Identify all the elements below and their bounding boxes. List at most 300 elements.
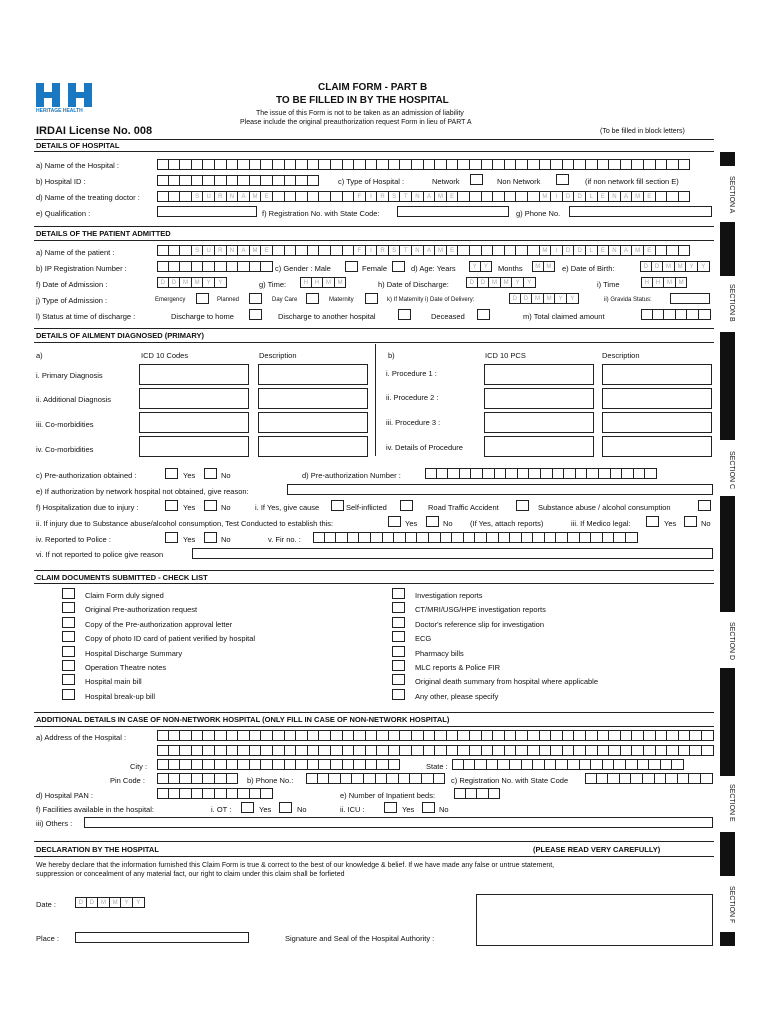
doctor-name-input[interactable] <box>157 191 690 202</box>
char-cell[interactable] <box>563 730 575 741</box>
char-cell[interactable]: E <box>644 191 656 202</box>
char-cell[interactable]: E <box>598 245 610 256</box>
char-cell[interactable] <box>458 191 470 202</box>
char-cell[interactable] <box>641 309 653 320</box>
char-cell[interactable]: S <box>389 191 401 202</box>
char-cell[interactable] <box>667 191 679 202</box>
char-cell[interactable] <box>215 759 227 770</box>
char-cell[interactable] <box>689 773 701 784</box>
char-cell[interactable] <box>306 773 318 784</box>
char-cell[interactable]: E <box>447 245 459 256</box>
char-cell[interactable]: M <box>675 261 687 272</box>
char-cell[interactable] <box>157 175 169 186</box>
char-cell[interactable] <box>203 261 215 272</box>
char-cell[interactable] <box>475 532 487 543</box>
char-cell[interactable] <box>169 245 181 256</box>
char-cell[interactable] <box>656 191 668 202</box>
char-cell[interactable] <box>180 245 192 256</box>
char-cell[interactable] <box>273 730 285 741</box>
char-cell[interactable] <box>215 773 227 784</box>
char-cell[interactable] <box>429 532 441 543</box>
char-cell[interactable] <box>702 730 714 741</box>
char-cell[interactable]: E <box>598 191 610 202</box>
char-cell[interactable] <box>699 309 711 320</box>
char-cell[interactable]: M <box>180 277 192 288</box>
icu-yes-checkbox[interactable] <box>384 802 397 813</box>
char-cell[interactable]: M <box>435 245 447 256</box>
ip-reg-input[interactable] <box>157 261 273 272</box>
char-cell[interactable]: H <box>641 277 653 288</box>
char-cell[interactable]: A <box>424 245 436 256</box>
delivery-date-input[interactable] <box>509 293 579 304</box>
char-cell[interactable] <box>215 730 227 741</box>
char-cell[interactable] <box>157 245 169 256</box>
char-cell[interactable]: T <box>400 191 412 202</box>
document-checkbox[interactable] <box>392 588 405 599</box>
char-cell[interactable] <box>656 245 668 256</box>
char-cell[interactable]: M <box>532 293 544 304</box>
char-cell[interactable]: U <box>203 245 215 256</box>
char-cell[interactable]: M <box>250 245 262 256</box>
char-cell[interactable] <box>644 159 656 170</box>
char-cell[interactable] <box>169 175 181 186</box>
char-cell[interactable] <box>556 759 568 770</box>
not-reported-input[interactable] <box>192 548 713 559</box>
char-cell[interactable] <box>227 175 239 186</box>
char-cell[interactable] <box>203 730 215 741</box>
char-cell[interactable] <box>261 175 273 186</box>
char-cell[interactable]: M <box>110 897 122 908</box>
preauth-number-input[interactable] <box>425 468 657 479</box>
char-cell[interactable] <box>690 745 702 756</box>
char-cell[interactable] <box>551 745 563 756</box>
char-cell[interactable]: D <box>509 293 521 304</box>
char-cell[interactable]: R <box>377 245 389 256</box>
char-cell[interactable] <box>215 159 227 170</box>
test-no-checkbox[interactable] <box>426 516 439 527</box>
char-cell[interactable] <box>180 745 192 756</box>
char-cell[interactable] <box>359 532 371 543</box>
char-cell[interactable]: M <box>663 261 675 272</box>
char-cell[interactable] <box>422 773 434 784</box>
char-cell[interactable]: I <box>366 245 378 256</box>
char-cell[interactable] <box>238 159 250 170</box>
char-cell[interactable] <box>656 730 668 741</box>
char-cell[interactable] <box>586 730 598 741</box>
char-cell[interactable] <box>424 745 436 756</box>
document-checkbox[interactable] <box>392 617 405 628</box>
char-cell[interactable] <box>591 532 603 543</box>
char-cell[interactable] <box>319 745 331 756</box>
char-cell[interactable]: D <box>640 261 652 272</box>
char-cell[interactable] <box>576 468 588 479</box>
char-cell[interactable] <box>498 759 510 770</box>
char-cell[interactable] <box>495 468 507 479</box>
char-cell[interactable] <box>487 759 499 770</box>
document-checkbox[interactable] <box>392 602 405 613</box>
hospital-phone-input[interactable] <box>306 773 445 784</box>
char-cell[interactable] <box>238 261 250 272</box>
char-cell[interactable] <box>621 730 633 741</box>
char-cell[interactable] <box>475 759 487 770</box>
char-cell[interactable]: A <box>621 191 633 202</box>
char-cell[interactable] <box>410 773 422 784</box>
icd10pcs-input[interactable] <box>484 436 594 457</box>
char-cell[interactable] <box>192 730 204 741</box>
char-cell[interactable] <box>702 745 714 756</box>
char-cell[interactable] <box>261 788 273 799</box>
char-cell[interactable] <box>505 159 517 170</box>
char-cell[interactable] <box>516 159 528 170</box>
char-cell[interactable] <box>679 191 691 202</box>
char-cell[interactable] <box>261 261 273 272</box>
char-cell[interactable] <box>285 759 297 770</box>
char-cell[interactable]: D <box>521 293 533 304</box>
char-cell[interactable] <box>516 245 528 256</box>
char-cell[interactable] <box>376 773 388 784</box>
procedure-description-input[interactable] <box>602 388 712 409</box>
char-cell[interactable] <box>586 745 598 756</box>
char-cell[interactable] <box>626 532 638 543</box>
char-cell[interactable] <box>203 745 215 756</box>
document-checkbox[interactable] <box>62 674 75 685</box>
char-cell[interactable] <box>400 745 412 756</box>
char-cell[interactable] <box>540 745 552 756</box>
char-cell[interactable] <box>454 788 466 799</box>
age-years-input[interactable] <box>469 261 492 272</box>
char-cell[interactable]: M <box>489 277 501 288</box>
char-cell[interactable] <box>192 159 204 170</box>
char-cell[interactable] <box>366 730 378 741</box>
char-cell[interactable] <box>470 191 482 202</box>
patient-name-input[interactable] <box>157 245 690 256</box>
char-cell[interactable] <box>621 159 633 170</box>
char-cell[interactable] <box>620 773 632 784</box>
char-cell[interactable] <box>389 745 401 756</box>
char-cell[interactable] <box>180 191 192 202</box>
char-cell[interactable] <box>238 788 250 799</box>
char-cell[interactable] <box>434 773 446 784</box>
document-checkbox[interactable] <box>392 646 405 657</box>
char-cell[interactable] <box>412 159 424 170</box>
char-cell[interactable]: E <box>447 191 459 202</box>
char-cell[interactable] <box>580 759 592 770</box>
char-cell[interactable] <box>296 759 308 770</box>
char-cell[interactable] <box>425 468 437 479</box>
char-cell[interactable] <box>540 730 552 741</box>
char-cell[interactable] <box>238 175 250 186</box>
char-cell[interactable] <box>336 532 348 543</box>
char-cell[interactable] <box>656 159 668 170</box>
char-cell[interactable] <box>470 245 482 256</box>
place-input[interactable] <box>75 932 249 943</box>
char-cell[interactable] <box>470 730 482 741</box>
document-checkbox[interactable] <box>392 660 405 671</box>
age-months-input[interactable] <box>532 261 555 272</box>
char-cell[interactable] <box>464 532 476 543</box>
char-cell[interactable] <box>203 159 215 170</box>
char-cell[interactable]: R <box>215 191 227 202</box>
char-cell[interactable] <box>645 468 657 479</box>
char-cell[interactable] <box>477 788 489 799</box>
char-cell[interactable] <box>482 245 494 256</box>
total-amount-input[interactable] <box>641 309 711 320</box>
icd10pcs-input[interactable] <box>484 388 594 409</box>
char-cell[interactable] <box>285 191 297 202</box>
char-cell[interactable] <box>643 773 655 784</box>
beds-input[interactable] <box>454 788 500 799</box>
char-cell[interactable] <box>424 730 436 741</box>
char-cell[interactable] <box>296 245 308 256</box>
char-cell[interactable] <box>192 788 204 799</box>
char-cell[interactable] <box>483 468 495 479</box>
char-cell[interactable] <box>458 159 470 170</box>
char-cell[interactable]: Y <box>469 261 481 272</box>
char-cell[interactable] <box>366 745 378 756</box>
char-cell[interactable] <box>435 745 447 756</box>
char-cell[interactable]: Y <box>215 277 227 288</box>
char-cell[interactable] <box>203 175 215 186</box>
char-cell[interactable] <box>296 191 308 202</box>
char-cell[interactable] <box>464 759 476 770</box>
char-cell[interactable]: M <box>632 191 644 202</box>
char-cell[interactable] <box>470 745 482 756</box>
char-cell[interactable] <box>540 159 552 170</box>
char-cell[interactable] <box>574 745 586 756</box>
char-cell[interactable] <box>482 730 494 741</box>
char-cell[interactable] <box>638 759 650 770</box>
char-cell[interactable] <box>319 159 331 170</box>
char-cell[interactable] <box>666 773 678 784</box>
char-cell[interactable] <box>331 159 343 170</box>
procedure-description-input[interactable] <box>602 364 712 385</box>
char-cell[interactable] <box>679 730 691 741</box>
admission-date-input[interactable] <box>157 277 227 288</box>
icd10pcs-input[interactable] <box>484 364 594 385</box>
char-cell[interactable] <box>551 159 563 170</box>
char-cell[interactable]: H <box>300 277 312 288</box>
char-cell[interactable] <box>634 468 646 479</box>
char-cell[interactable] <box>227 261 239 272</box>
city-input[interactable] <box>157 759 400 770</box>
road-accident-checkbox[interactable] <box>516 500 529 511</box>
test-yes-checkbox[interactable] <box>388 516 401 527</box>
char-cell[interactable] <box>192 773 204 784</box>
char-cell[interactable] <box>667 730 679 741</box>
char-cell[interactable] <box>528 159 540 170</box>
char-cell[interactable] <box>238 730 250 741</box>
day-care-checkbox[interactable] <box>306 293 319 304</box>
char-cell[interactable] <box>482 745 494 756</box>
char-cell[interactable] <box>679 159 691 170</box>
qualification-input[interactable] <box>157 206 257 217</box>
declaration-date-input[interactable] <box>75 897 145 908</box>
char-cell[interactable] <box>215 175 227 186</box>
char-cell[interactable] <box>331 759 343 770</box>
char-cell[interactable] <box>308 245 320 256</box>
char-cell[interactable] <box>354 159 366 170</box>
char-cell[interactable] <box>518 468 530 479</box>
reason-input[interactable] <box>287 484 713 495</box>
char-cell[interactable] <box>679 245 691 256</box>
char-cell[interactable] <box>227 159 239 170</box>
char-cell[interactable]: S <box>389 245 401 256</box>
char-cell[interactable] <box>157 773 169 784</box>
icd10pcs-input[interactable] <box>484 412 594 433</box>
char-cell[interactable] <box>371 532 383 543</box>
char-cell[interactable] <box>203 759 215 770</box>
char-cell[interactable] <box>603 532 615 543</box>
char-cell[interactable] <box>608 773 620 784</box>
char-cell[interactable] <box>169 159 181 170</box>
char-cell[interactable] <box>585 773 597 784</box>
char-cell[interactable]: D <box>478 277 490 288</box>
char-cell[interactable] <box>447 745 459 756</box>
char-cell[interactable] <box>308 191 320 202</box>
char-cell[interactable] <box>505 745 517 756</box>
char-cell[interactable]: L <box>586 245 598 256</box>
char-cell[interactable] <box>551 730 563 741</box>
char-cell[interactable] <box>238 745 250 756</box>
char-cell[interactable] <box>250 759 262 770</box>
char-cell[interactable] <box>553 468 565 479</box>
char-cell[interactable] <box>169 745 181 756</box>
registration-input[interactable] <box>397 206 509 217</box>
char-cell[interactable] <box>308 759 320 770</box>
non-network-checkbox[interactable] <box>556 174 569 185</box>
char-cell[interactable] <box>609 730 621 741</box>
char-cell[interactable]: D <box>157 277 169 288</box>
char-cell[interactable] <box>348 532 360 543</box>
char-cell[interactable] <box>516 730 528 741</box>
char-cell[interactable] <box>460 468 472 479</box>
char-cell[interactable] <box>470 159 482 170</box>
char-cell[interactable] <box>273 759 285 770</box>
char-cell[interactable] <box>563 159 575 170</box>
char-cell[interactable] <box>313 532 325 543</box>
char-cell[interactable] <box>227 745 239 756</box>
char-cell[interactable] <box>417 532 429 543</box>
char-cell[interactable]: I <box>551 245 563 256</box>
char-cell[interactable] <box>180 759 192 770</box>
char-cell[interactable] <box>215 788 227 799</box>
char-cell[interactable]: Y <box>555 293 567 304</box>
char-cell[interactable] <box>528 745 540 756</box>
char-cell[interactable] <box>656 745 668 756</box>
char-cell[interactable]: Y <box>524 277 536 288</box>
document-checkbox[interactable] <box>62 617 75 628</box>
char-cell[interactable] <box>649 759 661 770</box>
injury-yes-checkbox[interactable] <box>165 500 178 511</box>
char-cell[interactable] <box>325 532 337 543</box>
char-cell[interactable] <box>296 745 308 756</box>
char-cell[interactable] <box>387 773 399 784</box>
char-cell[interactable] <box>296 730 308 741</box>
char-cell[interactable] <box>273 745 285 756</box>
char-cell[interactable] <box>672 759 684 770</box>
char-cell[interactable] <box>482 191 494 202</box>
phone-input[interactable] <box>569 206 712 217</box>
planned-checkbox[interactable] <box>249 293 262 304</box>
char-cell[interactable] <box>366 159 378 170</box>
ot-yes-checkbox[interactable] <box>241 802 254 813</box>
char-cell[interactable] <box>296 159 308 170</box>
char-cell[interactable] <box>505 730 517 741</box>
char-cell[interactable] <box>528 245 540 256</box>
char-cell[interactable] <box>250 261 262 272</box>
char-cell[interactable]: N <box>227 245 239 256</box>
char-cell[interactable] <box>308 730 320 741</box>
char-cell[interactable] <box>227 759 239 770</box>
medico-no-checkbox[interactable] <box>684 516 697 527</box>
char-cell[interactable] <box>157 730 169 741</box>
char-cell[interactable] <box>545 532 557 543</box>
char-cell[interactable] <box>343 245 355 256</box>
document-checkbox[interactable] <box>62 646 75 657</box>
char-cell[interactable]: M <box>98 897 110 908</box>
char-cell[interactable] <box>273 159 285 170</box>
char-cell[interactable]: Y <box>686 261 698 272</box>
char-cell[interactable]: R <box>377 191 389 202</box>
char-cell[interactable] <box>227 788 239 799</box>
char-cell[interactable] <box>157 159 169 170</box>
char-cell[interactable] <box>285 159 297 170</box>
char-cell[interactable] <box>631 773 643 784</box>
char-cell[interactable] <box>452 532 464 543</box>
char-cell[interactable] <box>238 759 250 770</box>
char-cell[interactable] <box>377 759 389 770</box>
char-cell[interactable]: Y <box>512 277 524 288</box>
char-cell[interactable] <box>389 159 401 170</box>
char-cell[interactable]: E <box>644 245 656 256</box>
char-cell[interactable] <box>319 245 331 256</box>
char-cell[interactable]: I <box>366 191 378 202</box>
char-cell[interactable] <box>250 745 262 756</box>
char-cell[interactable] <box>157 261 169 272</box>
char-cell[interactable]: D <box>75 897 87 908</box>
pan-input[interactable] <box>157 788 273 799</box>
char-cell[interactable] <box>505 191 517 202</box>
address-line-2[interactable] <box>157 745 714 756</box>
char-cell[interactable] <box>471 468 483 479</box>
char-cell[interactable]: A <box>238 191 250 202</box>
char-cell[interactable] <box>529 468 541 479</box>
char-cell[interactable] <box>667 245 679 256</box>
char-cell[interactable] <box>203 773 215 784</box>
char-cell[interactable] <box>399 773 411 784</box>
char-cell[interactable] <box>609 159 621 170</box>
address-line-1[interactable] <box>157 730 714 741</box>
char-cell[interactable]: N <box>609 191 621 202</box>
char-cell[interactable] <box>180 788 192 799</box>
char-cell[interactable] <box>448 468 460 479</box>
cause-checkbox[interactable] <box>331 500 344 511</box>
medico-yes-checkbox[interactable] <box>646 516 659 527</box>
char-cell[interactable] <box>250 175 262 186</box>
char-cell[interactable] <box>574 159 586 170</box>
char-cell[interactable] <box>285 245 297 256</box>
deceased-checkbox[interactable] <box>477 309 490 320</box>
char-cell[interactable] <box>609 745 621 756</box>
char-cell[interactable] <box>564 468 576 479</box>
char-cell[interactable]: S <box>192 191 204 202</box>
char-cell[interactable] <box>632 730 644 741</box>
char-cell[interactable]: M <box>192 277 204 288</box>
state-input[interactable] <box>452 759 684 770</box>
char-cell[interactable] <box>586 159 598 170</box>
char-cell[interactable] <box>424 159 436 170</box>
char-cell[interactable]: M <box>544 293 556 304</box>
